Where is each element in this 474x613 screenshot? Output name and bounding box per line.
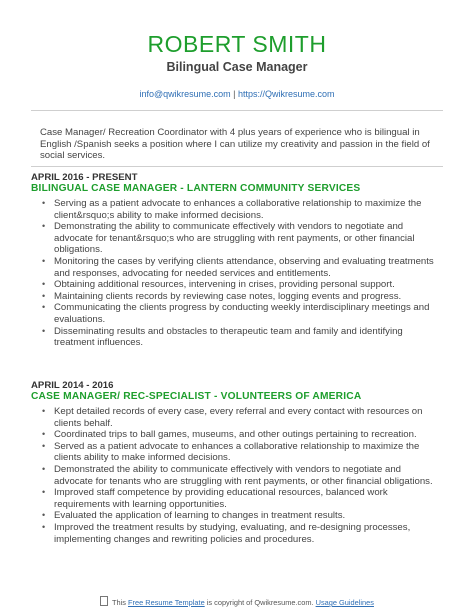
job-date: APRIL 2014 - 2016 [31, 380, 114, 391]
resume-header [0, 30, 474, 75]
job-bullet [31, 279, 439, 291]
job-role: BILINGUAL CASE MANAGER - LANTERN COMMUNITY SERVICES [31, 183, 361, 194]
job-role: CASE MANAGER/ REC-SPECIALIST - VOLUNTEERS OF AMERICA [31, 391, 362, 402]
job-bullet [31, 291, 439, 303]
job-entry [31, 380, 451, 545]
bullet-icon: • [42, 440, 46, 451]
job-bullets [31, 198, 451, 349]
job-bullet [31, 221, 439, 256]
bullet-text: Demonstrating the ability to communicate effectively with vendors to negotiate and advocate for tenant&rsquo;s who are struggling with rent payments, or other financial obligations. [54, 221, 415, 256]
job-date: APRIL 2016 - PRESENT [31, 172, 138, 183]
divider [31, 166, 443, 167]
bullet-icon: • [42, 255, 46, 266]
website-link[interactable]: https://Qwikresume.com [238, 89, 335, 99]
bullet-text: Serving as a patient advocate to enhances a collaborative relationship to maximize the client&rsquo;s ability to make informed decisions. [54, 198, 422, 221]
footer-middle: is copyright of Qwikresume.com. [206, 598, 314, 607]
candidate-title: Bilingual Case Manager [166, 60, 308, 74]
bullet-icon: • [42, 302, 46, 313]
contact-separator: | [233, 89, 236, 99]
footer-line [0, 596, 474, 608]
job-bullet [31, 406, 439, 429]
job-bullets [31, 406, 451, 545]
bullet-icon: • [42, 429, 46, 440]
bullet-icon: • [42, 510, 46, 521]
usage-guidelines-link[interactable]: Usage Guidelines [315, 598, 374, 607]
bullet-icon: • [42, 221, 46, 232]
bullet-icon: • [42, 406, 46, 416]
job-bullet [31, 487, 439, 510]
candidate-name: ROBERT SMITH [147, 31, 327, 57]
free-template-link[interactable]: Free Resume Template [128, 598, 205, 607]
bullet-icon: • [42, 521, 46, 532]
bullet-icon: • [42, 463, 46, 474]
divider [31, 110, 443, 111]
bullet-text: Improved the treatment results by studying, evaluating, and re-designing processes, implementing changes and rewriting policies and procedures. [54, 521, 411, 545]
job-bullet [31, 429, 439, 441]
job-bullet [31, 326, 439, 349]
job-bullet [31, 522, 439, 545]
job-bullet [31, 256, 439, 279]
bullet-text: Evaluated the application of learning to changes in treatment results. [54, 510, 346, 522]
bullet-text: Monitoring the cases by verifying clients attendance, observing and evaluating treatments and responses, advocating for needed services and entitlements. [54, 255, 434, 279]
bullet-text: Communicating the clients progress by conducting weekly interdisciplinary meetings and evaluations. [54, 302, 430, 325]
bullet-icon: • [42, 325, 46, 336]
bullet-icon: • [42, 198, 46, 208]
bullet-text: Disseminating results and obstacles to therapeutic team and family and identifying treatment influences. [54, 325, 403, 349]
contact-line [0, 89, 474, 100]
bullet-icon: • [42, 279, 46, 290]
bullet-text: Coordinated trips to ball games, museums, and other outings pertaining to recreation. [54, 429, 417, 441]
email-link[interactable]: info@qwikresume.com [139, 89, 231, 99]
bullet-text: Served as a patient advocate to enhances a collaborative relationship to maximize the clients ability to make informed decisions. [54, 440, 420, 464]
bullet-text: Obtaining additional resources, intervening in crises, providing personal support. [54, 279, 395, 291]
bullet-text: Improved staff competence by providing educational resources, balanced work requirements with learning opportunities. [54, 487, 388, 510]
bullet-text: Kept detailed records of every case, every referral and every contact with resources on clients behalf. [54, 406, 423, 429]
bullet-icon: • [42, 290, 46, 301]
bullet-text: Demonstrated the ability to communicate effectively with vendors to negotiate and advocate for tenants who are struggling with rent payments, or other financial obligations. [54, 463, 433, 487]
footer-prefix: This [111, 598, 126, 607]
job-bullet [31, 198, 439, 221]
document-icon [100, 596, 108, 606]
summary-paragraph: Case Manager/ Recreation Coordinator with 4 plus years of experience who is bilingual in English /Spanish seeks a position where I can utilize my creativity and passion in the field of social services. [40, 127, 430, 162]
bullet-icon: • [42, 487, 46, 498]
job-bullet [31, 464, 439, 487]
job-bullet [31, 510, 439, 522]
bullet-text: Maintaining clients records by reviewing case notes, logging events and progress. [54, 290, 402, 302]
job-bullet [31, 441, 439, 464]
job-entry [31, 172, 451, 349]
job-bullet [31, 302, 439, 325]
